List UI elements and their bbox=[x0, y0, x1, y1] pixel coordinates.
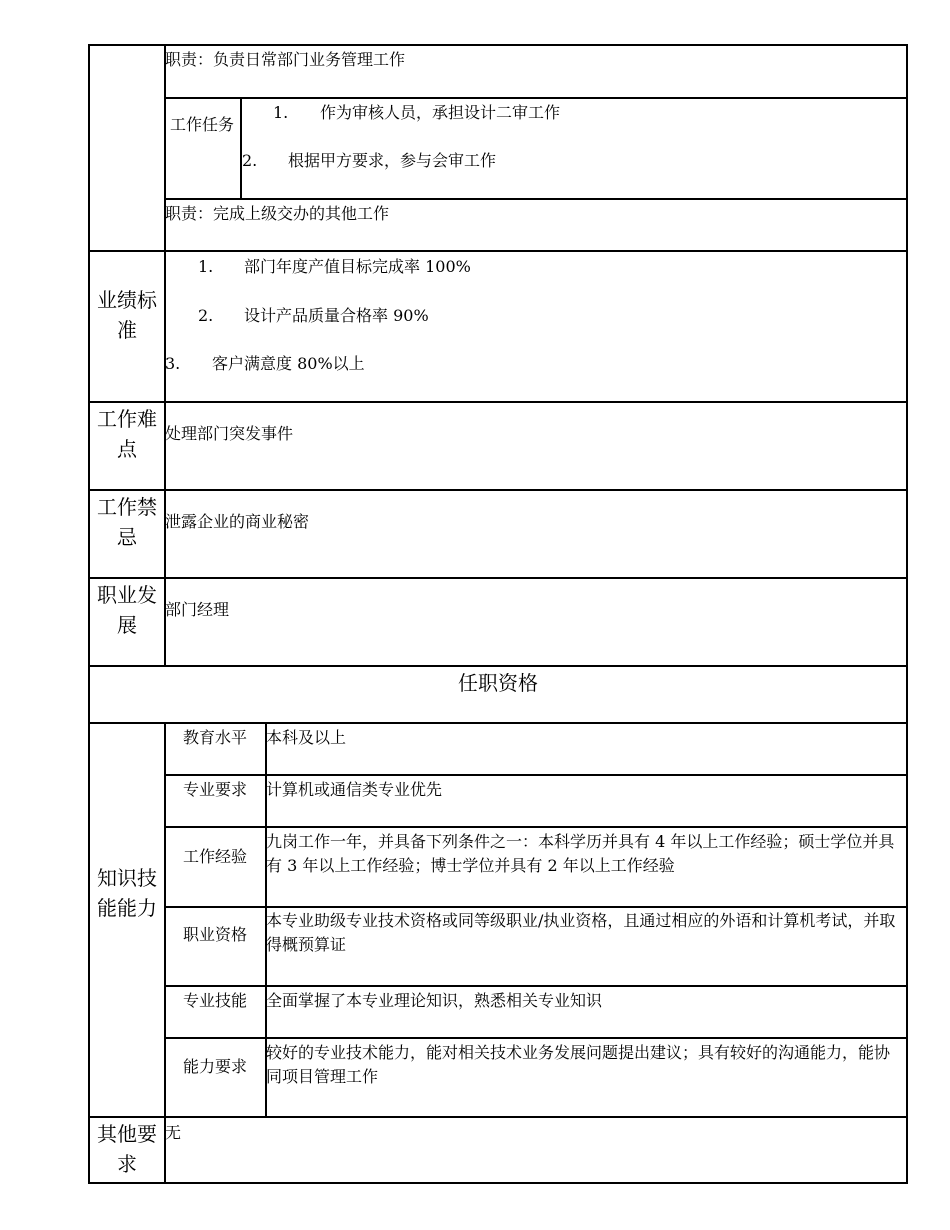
task-2-number: 2. bbox=[242, 151, 258, 170]
divider bbox=[88, 401, 907, 403]
other-value: 无 bbox=[165, 1123, 182, 1142]
divider bbox=[88, 250, 907, 252]
performance-item-text: 设计产品质量合格率 90% bbox=[244, 306, 429, 325]
qualifications-title: 任职资格 bbox=[458, 671, 538, 695]
divider bbox=[88, 1116, 907, 1118]
border-right bbox=[906, 44, 908, 1184]
divider bbox=[88, 577, 907, 579]
divider bbox=[88, 665, 907, 667]
qual-label-ability: 能力要求 bbox=[182, 1057, 247, 1076]
border-top bbox=[88, 44, 907, 46]
divider bbox=[164, 906, 907, 908]
task-1-text: 作为审核人员，承担设计二审工作 bbox=[320, 103, 561, 122]
qual-value-skills: 全面掌握了本专业理论知识，熟悉相关专业知识 bbox=[266, 991, 603, 1010]
task-2-text: 根据甲方要求，参与会审工作 bbox=[288, 151, 497, 170]
taboo-label: 工作禁忌 bbox=[97, 495, 157, 549]
task-1-number: 1. bbox=[273, 103, 289, 122]
duty-2: 职责：完成上级交办的其他工作 bbox=[165, 204, 390, 223]
task-label: 工作任务 bbox=[169, 115, 234, 134]
divider bbox=[164, 198, 907, 200]
performance-item-number: 3. bbox=[165, 354, 181, 373]
qual-label-education: 教育水平 bbox=[182, 728, 247, 747]
divider bbox=[164, 1037, 907, 1039]
divider bbox=[164, 985, 907, 987]
qual-label-experience: 工作经验 bbox=[182, 847, 247, 866]
qual-value-education: 本科及以上 bbox=[266, 728, 347, 747]
border-bottom bbox=[88, 1182, 907, 1184]
difficulty-label: 工作难点 bbox=[97, 407, 157, 461]
performance-item-text: 部门年度产值目标完成率 100% bbox=[244, 257, 471, 276]
qual-label-skills: 专业技能 bbox=[182, 991, 247, 1010]
border-left bbox=[88, 44, 90, 1184]
task-divider bbox=[240, 97, 242, 199]
performance-label: 业绩标准 bbox=[97, 288, 157, 342]
taboo-value: 泄露企业的商业秘密 bbox=[165, 512, 310, 531]
divider bbox=[164, 774, 907, 776]
career-value: 部门经理 bbox=[165, 600, 230, 619]
other-label: 其他要求 bbox=[97, 1122, 157, 1176]
divider bbox=[88, 722, 907, 724]
qual-label-major: 专业要求 bbox=[182, 780, 247, 799]
divider bbox=[164, 826, 907, 828]
divider bbox=[164, 97, 907, 99]
performance-item-number: 2. bbox=[198, 306, 214, 325]
performance-item-text: 客户满意度 80%以上 bbox=[212, 354, 365, 373]
divider bbox=[88, 489, 907, 491]
difficulty-value: 处理部门突发事件 bbox=[165, 424, 294, 443]
performance-item-number: 1. bbox=[198, 257, 214, 276]
career-label: 职业发展 bbox=[97, 583, 157, 637]
qual-label-certification: 职业资格 bbox=[182, 925, 247, 944]
qual-value-ability: 较好的专业技术能力，能对相关技术业务发展问题提出建议；具有较好的沟通能力，能协同项目管理工作 bbox=[266, 1043, 891, 1086]
qual-value-experience: 九岗工作一年，并具备下列条件之一：本科学历并具有 4 年以上工作经验；硕士学位并具有 3 年以上工作经验；博士学位并具有 2 年以上工作经验 bbox=[266, 832, 895, 875]
qual-value-certification: 本专业助级专业技术资格或同等级职业/执业资格，且通过相应的外语和计算机考试，并取得概预算证 bbox=[266, 911, 896, 954]
qual-value-major: 计算机或通信类专业优先 bbox=[266, 780, 443, 799]
duty-1: 职责：负责日常部门业务管理工作 bbox=[165, 50, 406, 69]
skills-group-label: 知识技能能力 bbox=[97, 866, 157, 920]
